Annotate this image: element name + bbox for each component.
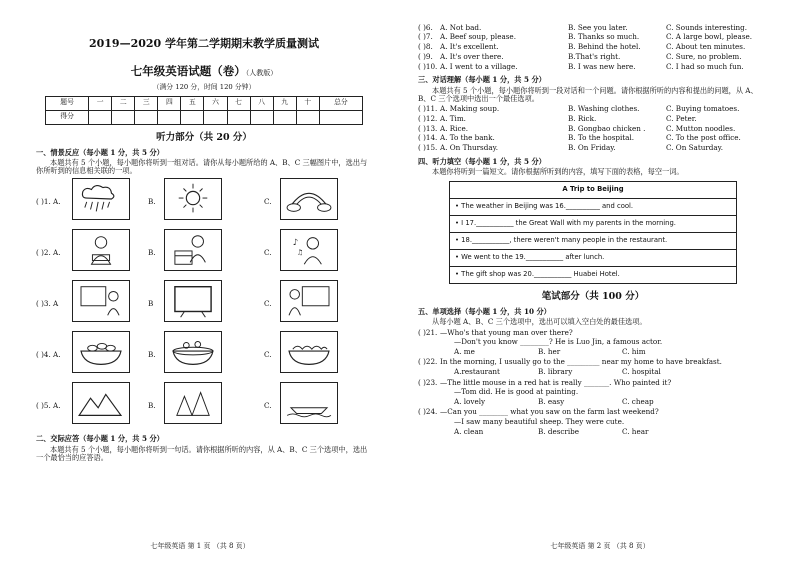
- question-dialogue-line: —I saw many beautiful sheep. They were cute.: [454, 417, 625, 427]
- trip-blank-line[interactable]: • We went to the 19.___________ after lunch.: [450, 250, 737, 267]
- option-a[interactable]: A. It's over there.: [440, 52, 504, 62]
- option-a[interactable]: A. I went to a village.: [440, 62, 518, 72]
- option-c[interactable]: C. Buying tomatoes.: [666, 103, 740, 113]
- score-header-cell: 八: [250, 96, 273, 110]
- score-header-cell: 题号: [46, 96, 89, 110]
- option-b[interactable]: B. Rick.: [568, 113, 597, 123]
- option-b[interactable]: B. To the hospital.: [568, 133, 635, 143]
- picture-question-row: [36, 229, 372, 277]
- section1-heading: 一、情景反应（每小题 1 分，共 5 分）: [36, 147, 164, 157]
- score-time-note: （满分 120 分，时间 120 分钟）: [152, 82, 256, 91]
- score-blank-cell[interactable]: [181, 110, 204, 124]
- option-b[interactable]: B. describe: [538, 426, 580, 436]
- score-blank-cell[interactable]: [273, 110, 296, 124]
- question-number: ( )21.: [418, 327, 438, 337]
- question-number: ( )22.: [418, 357, 438, 367]
- boy-reading-icon[interactable]: [72, 229, 130, 271]
- option-c[interactable]: C. To the post office.: [666, 133, 741, 143]
- trip-blank-line[interactable]: • The gift shop was 20.___________ Huabei Hotel.: [450, 267, 737, 284]
- section4-heading: 四、听力填空（每小题 1 分，共 5 分）: [418, 156, 546, 166]
- picture-question-row: [36, 382, 372, 430]
- option-b[interactable]: B. Thanks so much.: [568, 32, 640, 42]
- option-b[interactable]: B. On Friday.: [568, 143, 616, 153]
- rain-cloud-icon[interactable]: [72, 178, 130, 220]
- score-header-cell: 六: [204, 96, 227, 110]
- score-blank-cell[interactable]: [89, 110, 112, 124]
- option-b[interactable]: B. easy: [538, 397, 565, 407]
- question-number: ( )8.: [418, 42, 433, 52]
- option-c[interactable]: C. A large bowl, please.: [666, 32, 753, 42]
- option-b[interactable]: B. library: [538, 367, 573, 377]
- answer-row: [418, 33, 768, 41]
- option-a[interactable]: A. To the bank.: [440, 133, 495, 143]
- score-header-cell: 九: [273, 96, 296, 110]
- question-number: ( )13.: [418, 123, 438, 133]
- rainbow-clouds-icon[interactable]: [280, 178, 338, 220]
- exam-title: 2019—2020 学年第二学期期末教学质量测试: [88, 37, 320, 50]
- question-number: ( )15.: [418, 143, 438, 153]
- section3-heading: 三、对话理解（每小题 1 分，共 5 分）: [418, 75, 546, 85]
- edition-note: （人教版）: [245, 68, 278, 77]
- score-table: [45, 96, 363, 125]
- page-footer-right: 七年级英语 第 2 页 （共 8 页）: [550, 541, 650, 550]
- question-number: ( )2. A.: [36, 248, 61, 258]
- question-block: [418, 379, 768, 407]
- option-a[interactable]: A. lovely: [454, 397, 486, 407]
- section3-instructions: 本题共有 5 个小题，每小题你将听到一段对话和一个问题。请你根据所听的内容和提出的问题，从 A、B、C 三个选项中选出一个最佳选项。: [418, 85, 758, 103]
- option-c[interactable]: C. I had so much fun.: [666, 62, 744, 72]
- svg-text:♪: ♪: [292, 238, 299, 249]
- score-blank-row: [46, 110, 363, 124]
- question-number: ( )10.: [418, 62, 438, 72]
- option-label: C.: [264, 350, 272, 360]
- section5-instructions: 从每小题 A、B、C 三个选项中，选出可以填入空白处的最佳选项。: [432, 317, 647, 327]
- section2-items: [418, 24, 768, 72]
- option-a[interactable]: A. Rice.: [440, 123, 469, 133]
- section2-instructions: 本题共有 5 个小题，每小题你将听到一句话。请你根据所听的内容，从 A、B、C 三个选项中，选出一个最恰当的应答语。: [36, 444, 368, 462]
- question-block: [418, 408, 768, 436]
- paper-title-text: 七年级英语试题（卷）: [130, 63, 246, 78]
- question-block: [418, 329, 768, 357]
- answer-row: [418, 125, 768, 133]
- score-blank-cell[interactable]: [227, 110, 250, 124]
- option-label: B: [148, 299, 154, 309]
- girl-blackboard-icon[interactable]: [280, 280, 338, 322]
- section3-items: [418, 105, 768, 153]
- answer-row: [418, 43, 768, 51]
- score-header-cell: 一: [89, 96, 112, 110]
- mountains-icon[interactable]: [72, 382, 130, 424]
- answer-row: [418, 24, 768, 32]
- section5-heading: 五、单项选择（每小题 1 分，共 10 分）: [418, 307, 551, 317]
- option-label: C.: [264, 248, 272, 258]
- options-row: [418, 368, 768, 376]
- option-a[interactable]: A. It's excellent.: [440, 42, 499, 52]
- option-a[interactable]: A. On Thursday.: [440, 143, 499, 153]
- option-c[interactable]: C. Mutton noodles.: [666, 123, 736, 133]
- picture-question-row: [36, 331, 372, 379]
- question-number: ( )3. A: [36, 299, 59, 309]
- trip-table: [449, 181, 737, 284]
- soup-bowl-icon[interactable]: [164, 331, 222, 373]
- option-c[interactable]: C. cheap: [622, 397, 654, 407]
- boy-piano-icon[interactable]: [164, 229, 222, 271]
- options-row: [418, 398, 768, 406]
- question-block: [418, 358, 768, 376]
- answer-row: [418, 134, 768, 142]
- score-header-cell: 总分: [319, 96, 362, 110]
- picture-question-row: [36, 178, 372, 226]
- question-dialogue-line: —Don't you know ________? He is Luo Jin, a famous actor.: [454, 337, 663, 347]
- option-label: B.: [148, 248, 156, 258]
- question-number: ( )24.: [418, 407, 438, 417]
- boat-icon[interactable]: [280, 382, 338, 424]
- blackboard-icon[interactable]: [164, 280, 222, 322]
- option-c[interactable]: C. Peter.: [666, 113, 697, 123]
- score-header-cell: 五: [181, 96, 204, 110]
- answer-row: [418, 144, 768, 152]
- question-stem: —The little mouse in a red hat is really _______. Who painted it?: [440, 377, 672, 387]
- answer-row: [418, 63, 768, 71]
- paper-title: [36, 65, 372, 78]
- option-a[interactable]: A. me: [454, 347, 475, 357]
- option-label: B.: [148, 350, 156, 360]
- question-dialogue-line: —Tom did. He is good at painting.: [454, 387, 579, 397]
- section4-instructions: 本题你将听到一篇短文。请你根据所听到的内容，填写下面的表格，每空一词。: [432, 166, 684, 176]
- sun-icon[interactable]: [164, 178, 222, 220]
- option-label: B.: [148, 401, 156, 411]
- question-number: ( )9.: [418, 52, 433, 62]
- option-c[interactable]: C. hear: [622, 426, 649, 436]
- question-number: ( )6.: [418, 22, 433, 32]
- listening-section-title: 听力部分（共 20 分）: [156, 131, 252, 143]
- option-c[interactable]: C. hospital: [622, 367, 661, 377]
- option-c[interactable]: C. About ten minutes.: [666, 42, 746, 52]
- answer-row: [418, 115, 768, 123]
- picture-questions: [36, 178, 372, 430]
- score-header-cell: 四: [158, 96, 181, 110]
- dumpling-bowl-icon[interactable]: [72, 331, 130, 373]
- option-label: B.: [148, 197, 156, 207]
- option-a[interactable]: A. Tim.: [440, 113, 466, 123]
- svg-text:♫: ♫: [296, 248, 304, 258]
- option-b[interactable]: B. See you later.: [568, 22, 628, 32]
- question-stem: In the morning, I usually go to the _________ near my home to have breakfast.: [440, 357, 722, 367]
- option-b[interactable]: B. Washing clothes.: [568, 103, 640, 113]
- option-c[interactable]: C. On Saturday.: [666, 143, 724, 153]
- question-stem: —Who's that young man over there?: [440, 327, 573, 337]
- trees-icon[interactable]: [164, 382, 222, 424]
- options-row: [418, 348, 768, 356]
- score-blank-cell[interactable]: [135, 110, 158, 124]
- boy-singing-icon[interactable]: [280, 229, 338, 271]
- question-number: ( )7.: [418, 32, 433, 42]
- multiple-choice-questions: [418, 329, 768, 437]
- option-a[interactable]: A. clean: [454, 426, 484, 436]
- noodle-bowl-icon[interactable]: [280, 331, 338, 373]
- written-section-title: 笔试部分（共 100 分）: [541, 291, 645, 303]
- score-blank-cell[interactable]: [250, 110, 273, 124]
- option-label: C.: [264, 401, 272, 411]
- trip-blank-line[interactable]: • The weather in Beijing was 16.__________ and cool.: [450, 199, 737, 216]
- trip-blank-line[interactable]: • 18.___________, there weren't many people in the restaurant.: [450, 233, 737, 250]
- picture-question-row: [36, 280, 372, 328]
- option-label: C.: [264, 299, 272, 309]
- option-c[interactable]: C. Sure, no problem.: [666, 52, 742, 62]
- question-number: ( )1. A.: [36, 197, 61, 207]
- score-header-cell: 十: [296, 96, 319, 110]
- right-page: [400, 0, 800, 564]
- answer-row: [418, 53, 768, 61]
- boy-blackboard-icon[interactable]: [72, 280, 130, 322]
- question-number: ( )23.: [418, 377, 438, 387]
- option-b[interactable]: B. Gongbao chicken .: [568, 123, 646, 133]
- score-blank-cell[interactable]: [112, 110, 135, 124]
- option-a[interactable]: A. Not bad.: [440, 22, 482, 32]
- score-header-cell: 三: [135, 96, 158, 110]
- question-number: ( )14.: [418, 133, 438, 143]
- question-number: ( )4. A.: [36, 350, 61, 360]
- score-header-cell: 七: [227, 96, 250, 110]
- score-blank-cell[interactable]: [158, 110, 181, 124]
- answer-row: [418, 105, 768, 113]
- option-label: C.: [264, 197, 272, 207]
- score-blank-cell[interactable]: [296, 110, 319, 124]
- option-b[interactable]: B. Behind the hotel.: [568, 42, 641, 52]
- option-a[interactable]: A. Beef soup, please.: [440, 32, 516, 42]
- question-stem: —Can you ________ what you saw on the farm last weekend?: [440, 407, 659, 417]
- section1-instructions: 本题共有 5 个小题，每小题你将听到一组对话。请你从每小题所给的 A、B、C 三幅图片中，选出与你所听到的信息相关联的一项。: [36, 157, 368, 176]
- option-b[interactable]: B. I was new here.: [568, 62, 636, 72]
- score-blank-cell[interactable]: [319, 110, 362, 124]
- option-c[interactable]: C. him: [622, 347, 646, 357]
- score-header-row: [46, 96, 363, 110]
- score-blank-cell[interactable]: [204, 110, 227, 124]
- option-b[interactable]: B. her: [538, 347, 561, 357]
- options-row: [418, 428, 768, 436]
- section2-heading: 二、交际应答（每小题 1 分，共 5 分）: [36, 434, 164, 444]
- score-header-cell: 二: [112, 96, 135, 110]
- question-number: ( )5. A.: [36, 401, 61, 411]
- option-a[interactable]: A.restaurant: [454, 367, 500, 377]
- question-number: ( )12.: [418, 113, 438, 123]
- score-row-label: 得分: [46, 110, 89, 124]
- option-a[interactable]: A. Making soup.: [440, 103, 500, 113]
- option-b[interactable]: B.That's right.: [568, 52, 621, 62]
- option-c[interactable]: C. Sounds interesting.: [666, 22, 748, 32]
- question-number: ( )11.: [418, 103, 438, 113]
- trip-table-title: A Trip to Beijing: [450, 182, 737, 199]
- trip-blank-line[interactable]: • I 17.___________ the Great Wall with my parents in the morning.: [450, 216, 737, 233]
- page-footer-left: 七年级英语 第 1 页 （共 8 页）: [150, 541, 250, 550]
